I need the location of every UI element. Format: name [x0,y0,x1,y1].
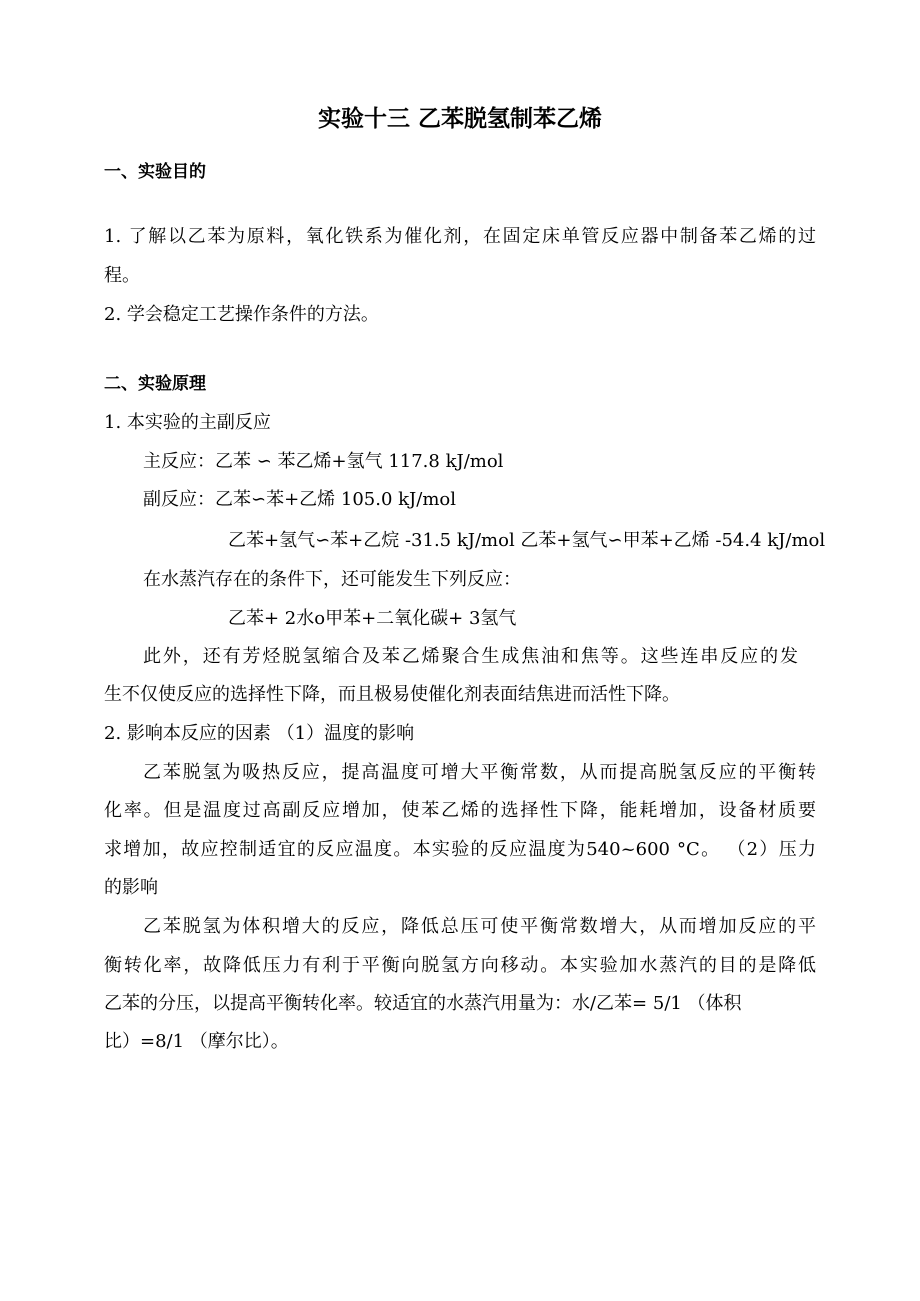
paragraph-line: 比）=8/1 （摩尔比）。 [104,1031,289,1052]
paragraph-line: 求增加，故应控制适宜的反应温度。本实验的反应温度为540~600 °C。 （2）压力 [104,839,816,860]
reaction-line: 副反应：乙苯∽苯+乙烯 105.0 kJ/mol [143,489,456,510]
paragraph-line: 乙苯脱氢为体积增大的反应，降低总压可使平衡常数增大，从而增加反应的平 [143,916,816,937]
paragraph-line: 的影响 [104,877,158,898]
paragraph-line: 化率。但是温度过高副反应增加，使苯乙烯的选择性下降，能耗增加，设备材质要 [104,800,816,821]
paragraph-line: 乙苯的分压，以提高平衡转化率。较适宜的水蒸汽用量为：水/乙苯= 5/1 （体积 [104,993,742,1014]
paragraph-line: 1. 了解以乙苯为原料，氧化铁系为催化剂，在固定床单管反应器中制备苯乙烯的过 [104,226,816,247]
section-heading-purpose: 一、实验目的 [104,162,206,182]
paragraph-line: 此外，还有芳烃脱氢缩合及苯乙烯聚合生成焦油和焦等。这些连串反应的发 [143,646,798,667]
paragraph-line: 在水蒸汽存在的条件下，还可能发生下列反应： [143,569,521,590]
paragraph-line: 程。 [104,265,140,286]
document-title: 实验十三 乙苯脱氢制苯乙烯 [317,106,602,132]
paragraph-line: 1. 本实验的主副反应 [104,412,271,433]
reaction-line: 乙苯+氢气∽苯+乙烷 -31.5 kJ/mol 乙苯+氢气∽甲苯+乙烯 -54.4 kJ/mol [228,530,826,551]
paragraph-line: 乙苯脱氢为吸热反应，提高温度可增大平衡常数，从而提高脱氢反应的平衡转 [143,762,816,783]
reaction-line: 乙苯+ 2水o甲苯+二氧化碳+ 3氢气 [228,608,517,629]
paragraph-line: 生不仅使反应的选择性下降，而且极易使催化剂表面结焦进而活性下降。 [104,684,680,705]
paragraph-line: 衡转化率，故降低压力有利于平衡向脱氢方向移动。本实验加水蒸汽的目的是降低 [104,955,816,976]
section-heading-principle: 二、实验原理 [104,374,206,394]
paragraph-line: 2. 学会稳定工艺操作条件的方法。 [104,304,379,325]
paragraph-line: 2. 影响本反应的因素 （1）温度的影响 [104,723,415,744]
reaction-line: 主反应：乙苯 ∽ 苯乙烯+氢气 117.8 kJ/mol [143,451,504,472]
